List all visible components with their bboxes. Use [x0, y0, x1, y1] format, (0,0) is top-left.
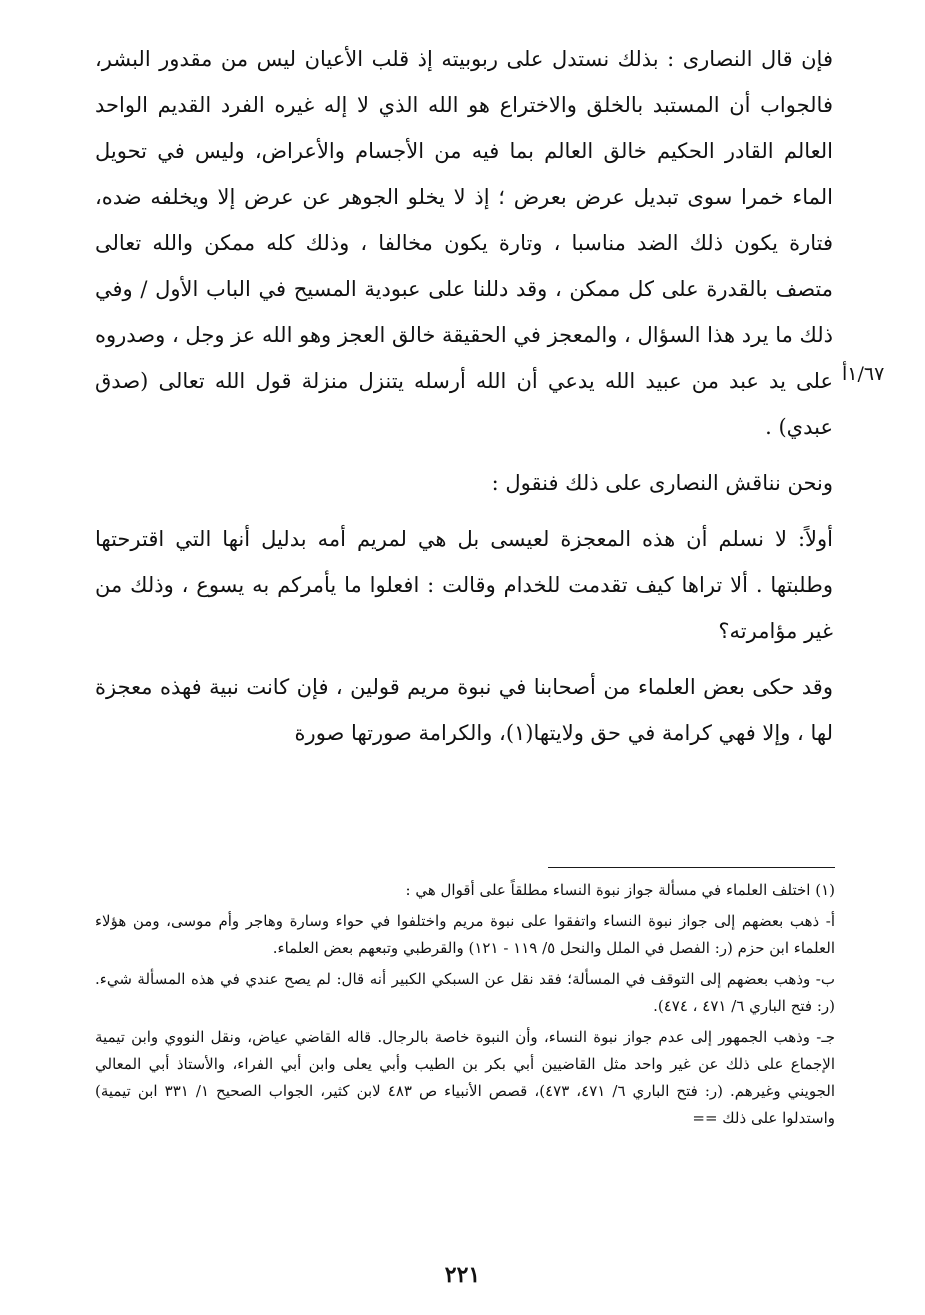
footnote-item-c: جـ- وذهب الجمهور إلى عدم جواز نبوة النساء، وأن النبوة خاصة بالرجال. قاله القاضي عياض، ونقل النووي وابن تيمية الإجماع على ذلك عن غير واحد مثل القاضيين أبي بكر بن الطيب وأبي يعلى وابن أبي الفراء، والأستاذ أبي المعالي الجويني وغيرهم. (ر: فتح الباري ٦/ ٤٧١، ٤٧٣)، قصص الأنبياء ص ٤٨٣ لابن كثير، الجواب الصحيح ١/ ٣٣١ ابن تيمية) واستدلوا على ذلك ==: [95, 1028, 835, 1127]
footnotes: [95, 877, 835, 1132]
page-number: ٢٢١: [444, 1262, 481, 1288]
footnote-heading: (١) اختلف العلماء في مسألة جواز نبوة النساء مطلقاً على أقوال هي :: [405, 881, 835, 899]
paragraph-miracle-argument: فإن قال النصارى : بذلك نستدل على ربوبيته إذ قلب الأعيان ليس من مقدور البشر، فالجواب أن المستبد بالخلق والاختراع هو الله الذي لا إله غيره الفرد القديم الواحد العالم القادر الحكيم خالق العالم بما فيه من الأجسام والأعراض، وليس في تحويل الماء خمرا سوى تبديل عرض بعرض ؛ إذ لا يخلو الجوهر عن عرض إلا ويخلفه ضده، فتارة يكون ذلك الضد مناسبا ، وتارة يكون مخالفا ، وذلك كله ممكن والله تعالى متصف بالقدرة على كل ممكن ، وقد دللنا على عبودية المسيح في الباب الأول / وفي ذلك ما يرد هذا السؤال ، والمعجز في الحقيقة خالق العجز وهو الله عز وجل ، وصدروه على يد عبد من عبيد الله يدعي أن الله أرسله يتنزل منزلة قول الله تعالى (صدق عبدي) .: [95, 47, 833, 439]
paragraph-first-point: أولاً: لا نسلم أن هذه المعجزة لعيسى بل هي لمريم أمه بدليل أنها التي اقترحتها وطلبتها . ألا تراها كيف تقدمت للخدام وقالت : افعلوا ما يأمركم به يسوع ، وذلك من غير مؤامرته؟: [95, 527, 833, 643]
footnote-divider: [548, 867, 835, 868]
footnote-item-a: أ- ذهب بعضهم إلى جواز نبوة النساء واتفقوا على نبوة مريم واختلفوا في حواء وسارة وهاجر وأم موسى، ومن هؤلاء العلماء ابن حزم (ر: الفصل في الملل والنحل ٥/ ١١٩ - ١٢١) والقرطبي وتبعهم بعض العلماء.: [95, 912, 835, 957]
manuscript-folio-reference: ١/٦٧أ: [842, 363, 885, 385]
main-text: [95, 36, 833, 756]
footnote-item-b: ب- وذهب بعضهم إلى التوقف في المسألة؛ فقد نقل عن السبكي الكبير أنه قال: لم يصح عندي في هذه المسألة شيء. (ر: فتح الباري ٦/ ٤٧١ ، ٤٧٤).: [95, 970, 835, 1015]
paragraph-mary-prophethood: وقد حكى بعض العلماء من أصحابنا في نبوة مريم قولين ، فإن كانت نبية فهذه معجزة لها ، وإلا فهي كرامة في حق ولايتها(١)، والكرامة صورتها صورة: [95, 675, 833, 745]
paragraph-discussion-intro: ونحن نناقش النصارى على ذلك فنقول :: [491, 471, 833, 495]
